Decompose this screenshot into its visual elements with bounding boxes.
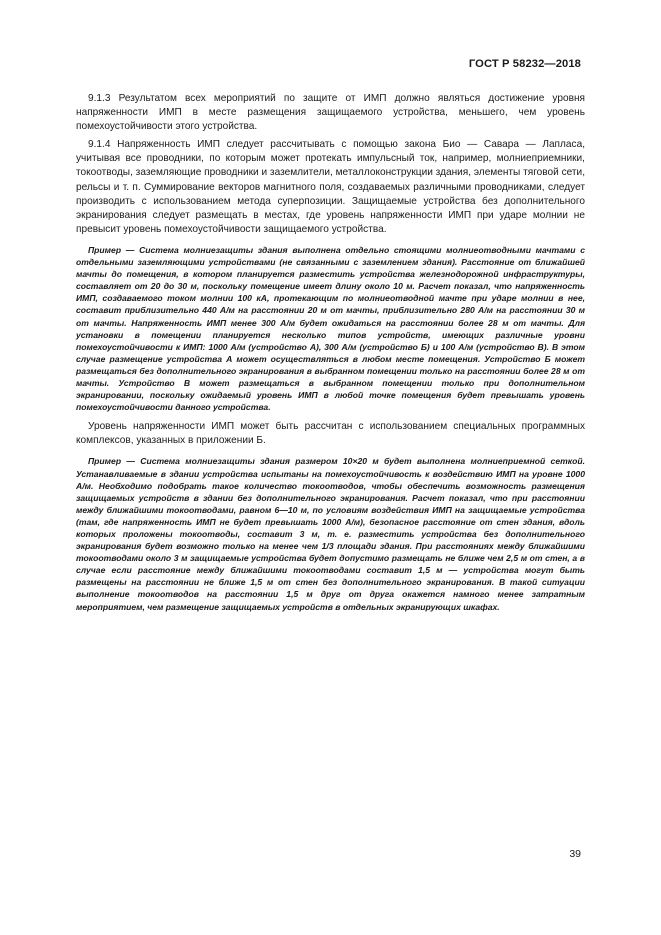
document-body xyxy=(76,92,585,613)
paragraph-9-1-3: 9.1.3 Результатом всех мероприятий по защите от ИМП должно являться достижение уровня напряженности ИМП в месте размещения защищаемого устройства, меньшего, чем уровень помехоустойчивости этого устройства. xyxy=(76,93,585,133)
document-header-standard: ГОСТ Р 58232—2018 xyxy=(468,58,581,70)
paragraph-9-1-4: 9.1.4 Напряженность ИМП следует рассчитывать с помощью закона Био — Савара — Лапласа, учитывая все проводники, по которым может протекать импульсный ток, например, молниеприемники, токоотводы, заземляющие проводники и заземлители, металлоконструкции здания, элементы тяговой сети, рельсы и т. п. Суммирование векторов магнитного поля, создаваемых различными проводниками, следует производить с использованием метода суперпозиции. Защищаемые устройства без дополнительного экранирования следует размещать в местах, где уровень напряженности ИМП при ударе молнии не превысит уровень помехоустойчивости защищаемого устройства. xyxy=(76,139,585,235)
paragraph-software-calculation: Уровень напряженности ИМП может быть рассчитан с использованием специальных программных комплексов, указанных в приложении Б. xyxy=(76,421,585,447)
example-mesh-lightning-protection: Пример — Система молниезащиты здания размером 10×20 м будет выполнена молниеприемной сеткой. Устанавливаемые в здании устройства испытаны на помехоустойчивость к воздействию ИМП на уровне 1000 А/м. Необходимо подобрать такое количество токоотводов, чтобы обеспечить возможность размещения защищаемых устройств в здании без дополнительного экранирования. Расчет показал, что при расстоянии между ближайшими токоотводами, равном 6—10 м, по условиям воздействия ИМП на защищаемые устройства (там, где напряженность ИМП не будет превышать 1000 А/м), безопасное расстояние от стен здания, вдоль которых проложены токоотводы, составит 3 м, т. е. разместить устройства без дополнительного экранирования будет возможно только на менее чем 1/3 площади здания. При расстояниях между ближайшими токоотводами около 3 м защищаемые устройства будет допустимо размещать не ближе чем 2,5 м от стен, а в случае если расстояние между ближайшими токоотводами составит 1,5 м — устройства могут быть размещены на расстоянии не ближе 1,5 м от стен без дополнительного экранирования. В такой ситуации выполнение токоотводов на расстоянии 1,5 м друг от друга окажется намного менее затратным мероприятием, чем размещение защищаемых устройств в отдельных экранирующих шкафах. xyxy=(76,456,585,612)
page-number: 39 xyxy=(569,848,581,860)
example-mast-lightning-protection: Пример — Система молниезащиты здания выполнена отдельно стоящими молниеотводными мачтами с отдельными заземляющими устройствами (не связанными с заземлением здания). Расстояние от ближайшей мачты до помещения, в котором планируется разместить устройства железнодорожной инфраструктуры, составляет от 20 до 30 м, поскольку помещение имеет длину около 10 м. Расчет показал, что напряженность ИМП, создаваемого током молнии 100 кА, протекающим по молниеотводной мачте при ударе молнии в нее, составит приблизительно 440 А/м на расстоянии 20 м от мачты, приблизительно 280 А/м на расстоянии 30 м от мачты. Напряженность ИМП менее 300 А/м будет ожидаться на расстоянии более 28 м от мачты. Для установки в помещении планируется несколько типов устройств, имеющих различные уровни помехоустойчивости к ИМП: 1000 А/м (устройство А), 300 А/м (устройство Б) и 100 А/м (устройство В). В этом случае размещение устройства А может осуществляться в любом месте помещения. Устройство Б может размещаться без дополнительного экранирования в выбранном помещении только на расстоянии более 28 м от мачты. Устройство В может размещаться в выбранном помещении только при дополнительном экранировании, поскольку ожидаемый уровень ИМП в любой точке помещения будет превышать уровень помехоустойчивости данного устройства. xyxy=(76,244,585,413)
